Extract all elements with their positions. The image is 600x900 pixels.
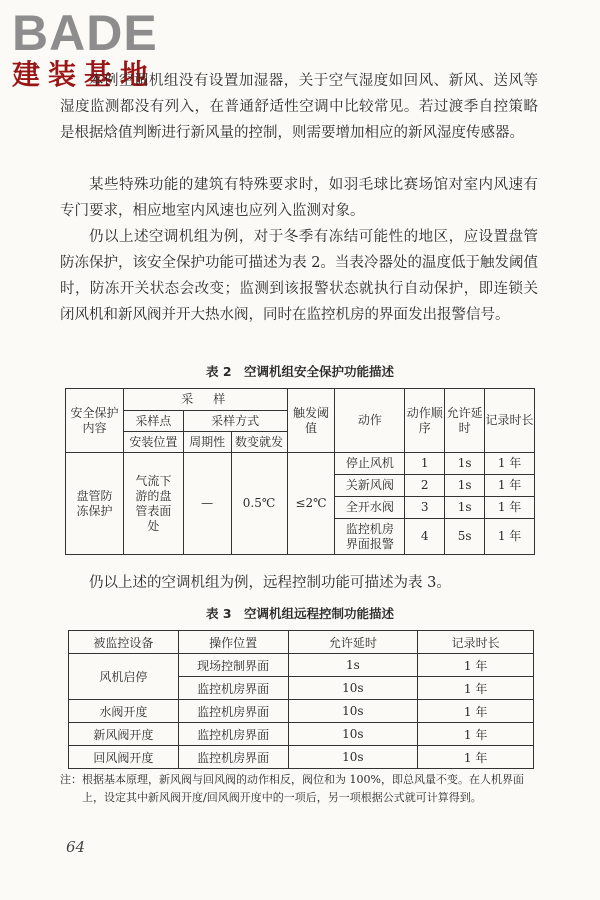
cell-safety-content: 盘管防冻保护 (66, 453, 124, 555)
header-record: 记录时长 (485, 389, 535, 453)
table-row (69, 746, 534, 769)
table-row (69, 723, 534, 746)
header-record: 记录时长 (418, 631, 534, 654)
table-row (69, 700, 534, 723)
cell-location: 监控机房界面 (178, 700, 288, 723)
header-sample-method: 采样方式 (183, 411, 287, 432)
paragraph-humidity: 本例空调机组没有设置加湿器，关于空气湿度如回风、新风、送风等湿度监测都没有列入，在普通舒适性空调中比较常见。若过渡季自控策略是根据焓值判断进行新风量的控制，则需要增加相应的新风湿度传感器。 (60, 73, 538, 141)
header-install-position: 安装位置 (123, 432, 183, 453)
cell-delay: 10s (288, 723, 418, 746)
cell-order: 4 (405, 519, 445, 555)
cell-order: 3 (405, 497, 445, 519)
header-safety-content: 安全保护内容 (66, 389, 124, 453)
cell-device: 水阀开度 (69, 700, 179, 723)
header-order: 动作顺序 (405, 389, 445, 453)
cell-delay: 1s (288, 654, 418, 677)
cell-location: 监控机房界面 (178, 723, 288, 746)
header-threshold: 触发阈值 (287, 389, 335, 453)
cell-action: 全开水阀 (335, 497, 405, 519)
cell-record: 1 年 (418, 700, 534, 723)
header-location: 操作位置 (178, 631, 288, 654)
cell-record: 1 年 (418, 723, 534, 746)
cell-order: 1 (405, 453, 445, 475)
cell-record: 1 年 (418, 677, 534, 700)
cell-threshold: ≤2℃ (287, 453, 335, 555)
cell-device: 回风阀开度 (69, 746, 179, 769)
header-delay: 允许延时 (445, 389, 485, 453)
cell-install-position: 气流下游的盘管表面处 (123, 453, 183, 555)
paragraph-remote-control: 仍以上述的空调机组为例，远程控制功能可描述为表 3。 (89, 575, 451, 591)
header-device: 被监控设备 (69, 631, 179, 654)
cell-record: 1 年 (485, 453, 535, 475)
cell-action: 监控机房界面报警 (335, 519, 405, 555)
safety-protection-table (65, 388, 535, 555)
logo-subtitle: 建装基地 (12, 58, 157, 91)
table-row (69, 654, 534, 677)
cell-action: 停止风机 (335, 453, 405, 475)
cell-device: 新风阀开度 (69, 723, 179, 746)
header-on-change: 数变就发 (231, 432, 287, 453)
header-action: 动作 (335, 389, 405, 453)
cell-device: 风机启停 (69, 654, 179, 700)
page-number: 64 (66, 838, 86, 856)
cell-periodic: — (183, 453, 231, 555)
cell-record: 1 年 (485, 497, 535, 519)
remote-control-table (68, 630, 534, 769)
cell-delay: 1s (445, 475, 485, 497)
cell-delay: 1s (445, 497, 485, 519)
cell-record: 1 年 (485, 475, 535, 497)
header-sample-point: 采样点 (123, 411, 183, 432)
logo-brand-text: BADE (12, 5, 158, 61)
cell-delay: 1s (445, 453, 485, 475)
cell-record: 1 年 (485, 519, 535, 555)
cell-order: 2 (405, 475, 445, 497)
table3-caption: 表 3 空调机组远程控制功能描述 (205, 606, 395, 621)
header-delay: 允许延时 (288, 631, 418, 654)
cell-location: 监控机房界面 (178, 677, 288, 700)
cell-record: 1 年 (418, 746, 534, 769)
table2-caption: 表 2 空调机组安全保护功能描述 (205, 364, 395, 379)
cell-delay: 5s (445, 519, 485, 555)
cell-delay: 10s (288, 677, 418, 700)
header-periodic: 周期性 (183, 432, 231, 453)
cell-delay: 10s (288, 700, 418, 723)
cell-action: 关新风阀 (335, 475, 405, 497)
cell-location: 现场控制界面 (178, 654, 288, 677)
header-sampling: 采 样 (123, 389, 287, 411)
cell-record: 1 年 (418, 654, 534, 677)
table-row (66, 453, 535, 475)
cell-delay: 10s (288, 746, 418, 769)
paragraph-freeze-protection: 仍以上述空调机组为例，对于冬季有冻结可能性的地区，应设置盘管防冻保护，该安全保护功能可描述为表 2。当表冷器处的温度低于触发阈值时，防冻开关状态会改变；监测到该报警状态就执行自动保护，即连锁关闭风机和新风阀并开大热水阀，同时在监控机房的界面发出报警信号。 (60, 229, 538, 323)
paragraph-special-buildings: 某些特殊功能的建筑有特殊要求时，如羽毛球比赛场馆对室内风速有专门要求，相应地室内风速也应列入监测对象。 (60, 177, 538, 219)
table-footnote: 注：根据基本原理，新风阀与回风阀的动作相反，阀位和为 100%，即总风量不变。在人机界面上，设定其中新风阀开度/回风阀开度中的一项后，另一项根据公式就可计算得到。 (60, 773, 524, 804)
cell-on-change: 0.5℃ (231, 453, 287, 555)
cell-location: 监控机房界面 (178, 746, 288, 769)
